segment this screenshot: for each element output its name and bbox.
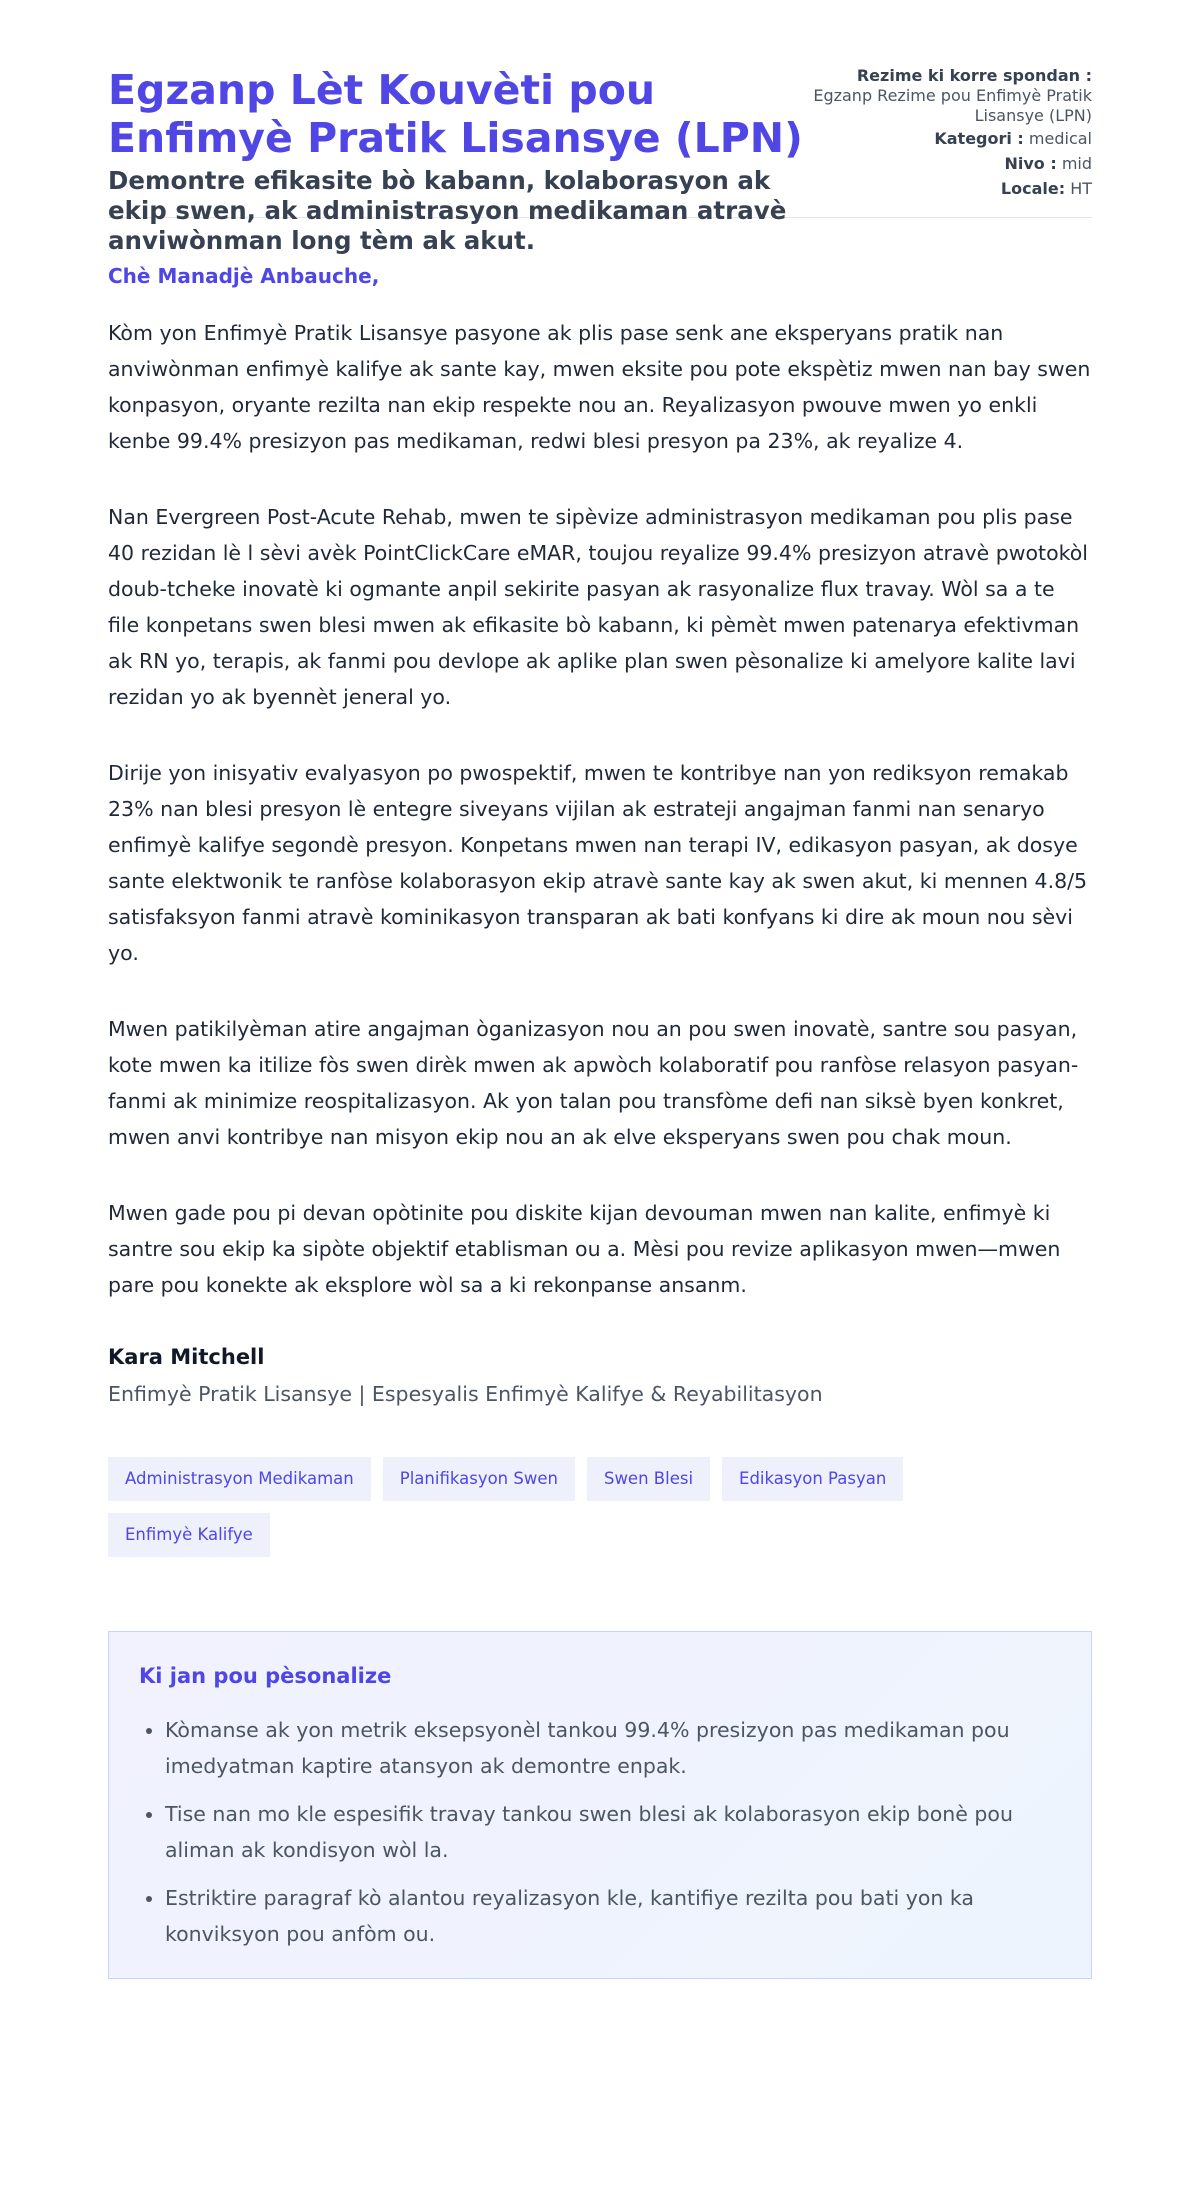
page-subtitle: Demontre efikasite bò kabann, kolaborasyon ak ekip swen, ak administrasyon medikaman atravè anviwònman long tèm ak akut. bbox=[108, 166, 787, 255]
letter-paragraph: Mwen patikilyèman atire angajman òganizasyon nou an pou swen inovatè, santre sou pasyan, kote mwen ka itilize fòs swen dirèk mwen ak apwòch kolaboratif pou ranfòse relasyon pasyan-fanmi ak minimize reospitalizasyon. Ak yon talan pou transfòme defi nan siksè byen konkret, mwen anvi kontribye nan misyon ekip nou an ak elve eksperyans swen pou chak moun. bbox=[108, 1017, 1079, 1149]
meta-category-label: Kategori : bbox=[934, 129, 1024, 148]
skill-tag[interactable]: Enfimyè Kalifye bbox=[108, 1513, 270, 1557]
customization-tips-box bbox=[108, 1631, 1092, 1979]
meta-locale-label: Locale: bbox=[1000, 179, 1066, 198]
letter-paragraph: Nan Evergreen Post-Acute Rehab, mwen te sipèvize administrasyon medikaman pou plis pase 40 rezidan lè l sèvi avèk PointClickCare eMAR, toujou reyalize 99.4% presizyon atravè pwotokòl doub-tcheke inovatè ki ogmante anpil sekirite pasyan ak rasyonalize flux travay. Wòl sa a te file konpetans swen blesi mwen ak efikasite bò kabann, ki pèmèt mwen patenarya efektivman ak RN yo, terapis, ak fanmi pou devlope ak aplike plan swen pèsonalize ki amelyore kalite lavi rezidan yo ak byennèt jeneral yo. bbox=[108, 505, 1089, 709]
tip-item: • Kòmanse ak yon metrik eksepsyonèl tankou 99.4% presizyon pas medikaman pou imedyatman kaptire atansyon ak demontre enpak. bbox=[165, 1712, 1061, 1784]
tips-list bbox=[139, 1712, 1061, 1952]
meta-locale bbox=[792, 179, 1092, 199]
skill-tag[interactable]: Planifikasyon Swen bbox=[383, 1457, 575, 1501]
letter-paragraph: Kòm yon Enfimyè Pratik Lisansye pasyone ak plis pase senk ane eksperyans pratik nan anviwònman enfimyè kalifye ak sante kay, mwen eksite pou pote ekspètiz mwen nan bay swen konpasyon, oryante rezilta nan ekip respekte nou an. Reyalizasyon pwouve mwen yo enkli kenbe 99.4% presizyon pas medikaman, redwi blesi presyon pa 23%, ak reyalize 4. bbox=[108, 321, 1091, 453]
page-title: Egzanp Lèt Kouvèti pou Enfimyè Pratik Lisansye (LPN) bbox=[108, 66, 803, 162]
page-header bbox=[108, 0, 1092, 255]
meta-locale-value: HT bbox=[1070, 179, 1092, 198]
salutation: Chè Manadjè Anbauche, bbox=[108, 264, 380, 288]
skill-tag[interactable]: Edikasyon Pasyan bbox=[722, 1457, 903, 1501]
skill-tags bbox=[108, 1457, 1008, 1557]
signature-title: Enfimyè Pratik Lisansye | Espesyalis Enfimyè Kalifye & Reyabilitasyon bbox=[108, 1382, 823, 1406]
meta-category bbox=[792, 129, 1092, 149]
meta-resume-label: Rezime ki korre spondan : bbox=[856, 66, 1092, 85]
meta-level-value: mid bbox=[1061, 154, 1092, 173]
letter-body bbox=[108, 218, 1092, 1409]
meta-resume bbox=[792, 66, 1092, 126]
meta-level bbox=[792, 154, 1092, 174]
skill-tag[interactable]: Swen Blesi bbox=[587, 1457, 710, 1501]
tips-title: Ki jan pou pèsonalize bbox=[139, 1664, 392, 1688]
tip-item: • Tise nan mo kle espesifik travay tankou swen blesi ak kolaborasyon ekip bonè pou aliman ak kondisyon wòl la. bbox=[165, 1796, 1061, 1868]
letter-paragraph: Mwen gade pou pi devan opòtinite pou diskite kijan devouman mwen nan kalite, enfimyè ki santre sou ekip ka sipòte objektif etablisman ou a. Mèsi pou revize aplikasyon mwen—mwen pare pou konekte ak eksplore wòl sa a ki rekonpanse ansanm. bbox=[108, 1201, 1061, 1297]
skill-tag[interactable]: Administrasyon Medikaman bbox=[108, 1457, 371, 1501]
meta-category-value: medical bbox=[1028, 129, 1092, 148]
tip-item: • Estriktire paragraf kò alantou reyalizasyon kle, kantifiye rezilta pou bati yon ka konviksyon pou anfòm ou. bbox=[165, 1880, 1061, 1952]
meta-resume-value[interactable]: Egzanp Rezime pou Enfimyè Pratik Lisansye (LPN) bbox=[813, 86, 1092, 125]
meta-level-label: Nivo : bbox=[1004, 154, 1057, 173]
meta-panel bbox=[792, 66, 1092, 204]
letter-paragraph: Dirije yon inisyativ evalyasyon po pwospektif, mwen te kontribye nan yon rediksyon remakab 23% nan blesi presyon lè entegre siveyans vijilan ak estrateji angajman fanmi nan senaryo enfimyè kalifye segondè presyon. Konpetans mwen nan terapi IV, edikasyon pasyan, ak dosye sante elektwonik te ranfòse kolaborasyon ekip atravè sante kay ak swen akut, ki mennen 4.8/5 satisfaksyon fanmi atravè kominikasyon transparan ak bati konfyans ki dire ak moun nou sèvi yo. bbox=[108, 761, 1088, 965]
signature-name: Kara Mitchell bbox=[108, 1345, 265, 1369]
